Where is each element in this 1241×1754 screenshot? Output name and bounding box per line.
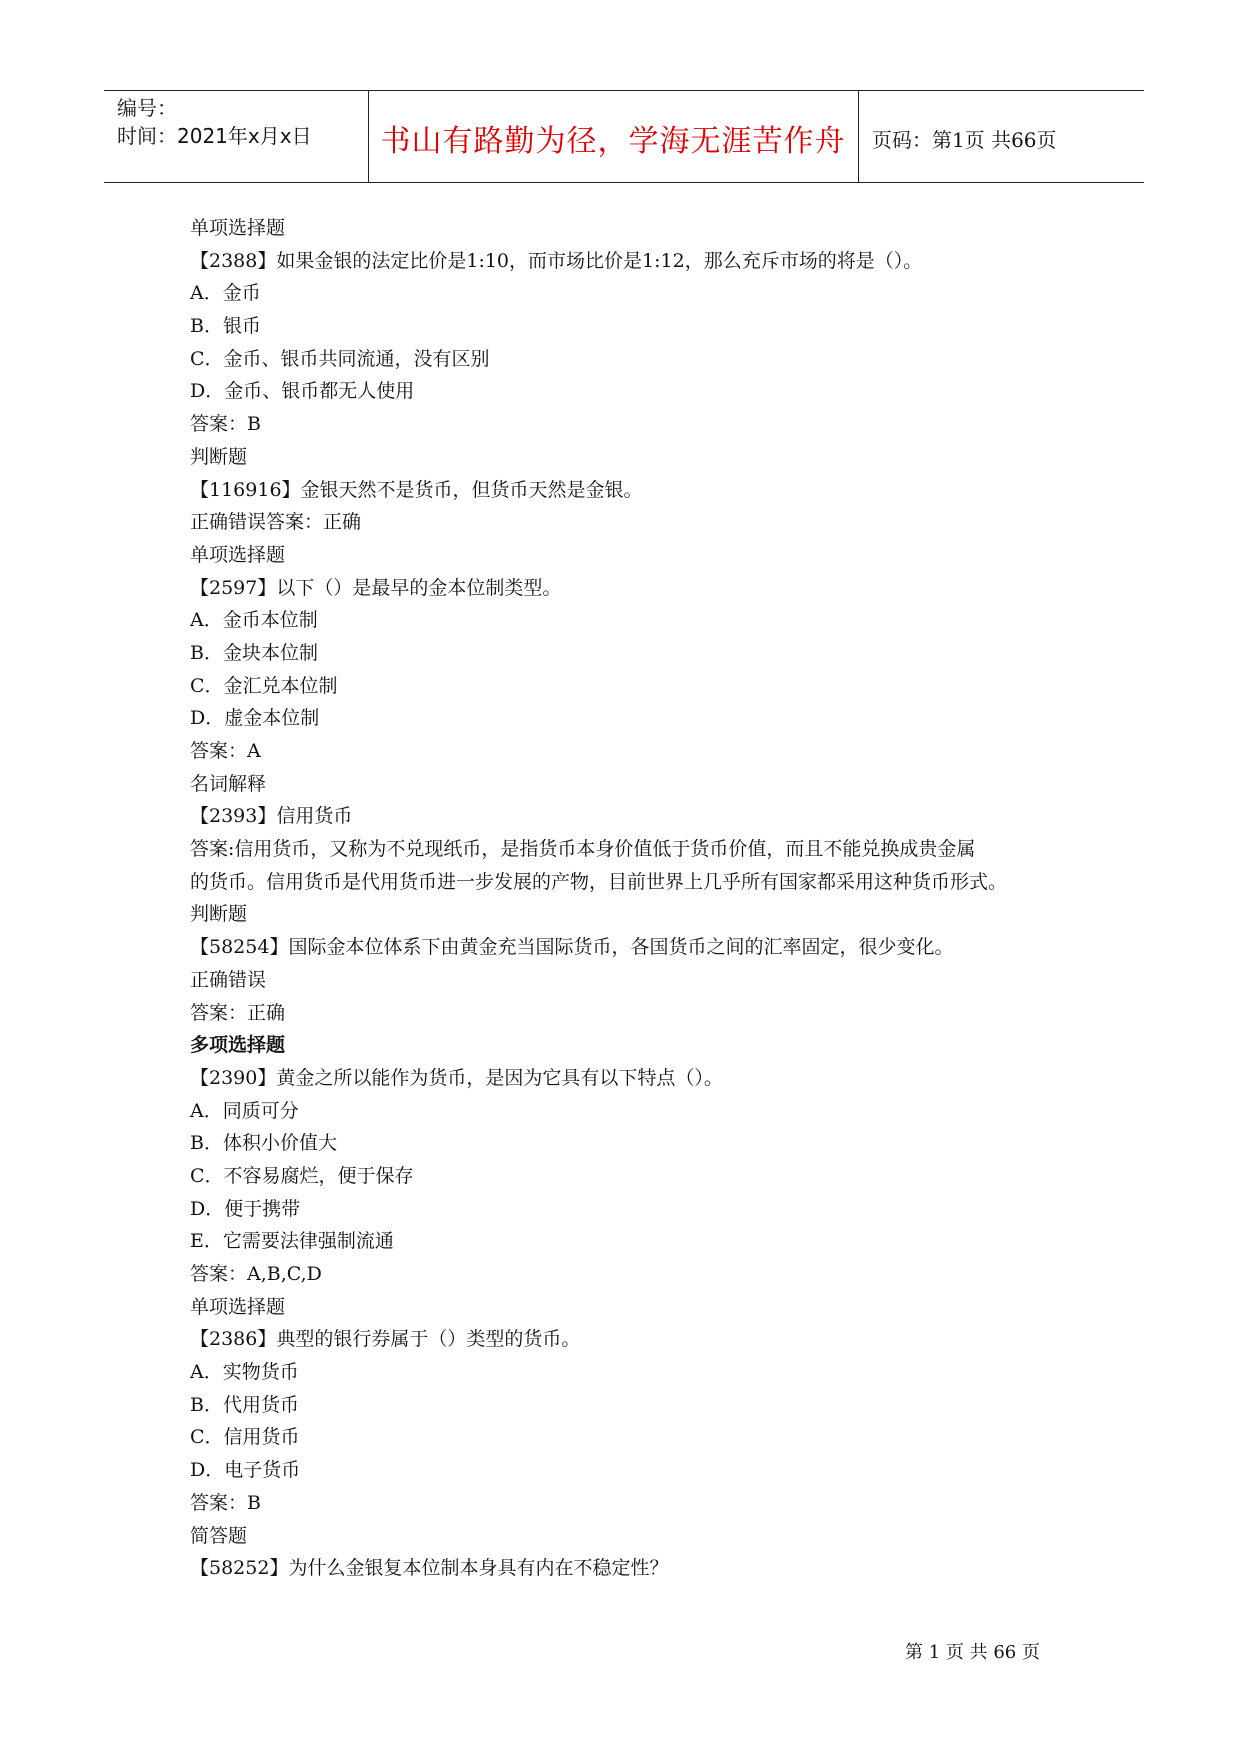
text-line: 名词解释 (190, 772, 267, 795)
text-line: 单项选择题 (190, 1295, 286, 1318)
text-line: 判断题 (190, 445, 248, 468)
text-line: 【2386】典型的银行券属于（）类型的货币。 (190, 1328, 581, 1351)
text-line: 【116916】金银天然不是货币，但货币天然是金银。 (190, 478, 643, 501)
header-motto: 书山有路勤为径，学海无涯苦作舟 (380, 124, 846, 159)
text-line: 【2597】以下（）是最早的金本位制类型。 (190, 576, 562, 599)
doc-code-label: 编号： (117, 96, 177, 120)
text-line: A．金币 (190, 282, 261, 305)
text-line: 答案：B (190, 1491, 261, 1514)
text-line: B．体积小价值大 (190, 1132, 337, 1155)
text-line: 【2388】如果金银的法定比价是1:10，而市场比价是1:12，那么充斥市场的将是（）。 (190, 249, 923, 272)
text-line: 【58254】国际金本位体系下由黄金充当国际货币，各国货币之间的汇率固定，很少变化。 (190, 936, 954, 959)
text-line: A．实物货币 (190, 1361, 299, 1384)
footer-page-number: 第 1 页 共 66 页 (905, 1642, 1040, 1663)
text-line: C．金币、银币共同流通，没有区别 (190, 347, 490, 370)
text-line: B．银币 (190, 315, 261, 338)
header-top-rule (104, 90, 1144, 91)
text-line: 【2390】黄金之所以能作为货币，是因为它具有以下特点（）。 (190, 1066, 723, 1089)
text-line: A．同质可分 (190, 1099, 299, 1122)
text-line: D．电子货币 (190, 1459, 301, 1482)
text-line: 答案：A (190, 740, 261, 762)
text-line: C．金汇兑本位制 (190, 674, 338, 697)
text-line: 判断题 (190, 903, 248, 926)
text-line: C．信用货币 (190, 1426, 300, 1449)
text-line: D．便于携带 (190, 1197, 301, 1220)
doc-time-label: 时间：2021年x月x日 (117, 124, 312, 148)
header-page-number: 页码：第1页 共66页 (872, 128, 1057, 152)
text-line: 【58252】为什么金银复本位制本身具有内在不稳定性？ (190, 1557, 669, 1580)
header-divider-right (858, 90, 859, 182)
text-line: D．金币、银币都无人使用 (190, 380, 415, 403)
text-line: E．它需要法律强制流通 (190, 1230, 394, 1253)
text-line: 正确错误答案：正确 (190, 511, 362, 534)
text-line: 答案：A,B,C,D (190, 1263, 322, 1285)
text-line: 答案：B (190, 413, 261, 436)
text-line: 正确错误 (190, 968, 267, 991)
text-line: 单项选择题 (190, 217, 286, 239)
text-line: C．不容易腐烂，便于保存 (190, 1164, 414, 1187)
text-line: D．虚金本位制 (190, 707, 320, 730)
document-body (190, 212, 1090, 1585)
text-line: 【2393】信用货币 (190, 805, 353, 828)
text-line: 的货币。信用货币是代用货币进一步发展的产物，目前世界上几乎所有国家都采用这种货币形式。 (190, 870, 1008, 893)
text-line: 答案:信用货币，又称为不兑现纸币，是指货币本身价值低于货币价值，而且不能兑换成贵金属 (190, 838, 976, 861)
text-line: B．代用货币 (190, 1393, 299, 1416)
text-line: 单项选择题 (190, 543, 286, 566)
text-line: B．金块本位制 (190, 641, 318, 664)
text-line: A．金币本位制 (190, 609, 318, 632)
text-line: 简答题 (190, 1524, 248, 1547)
header-bottom-rule (104, 182, 1144, 183)
text-line: 多项选择题 (190, 1034, 286, 1057)
text-line: 答案：正确 (190, 1001, 286, 1024)
